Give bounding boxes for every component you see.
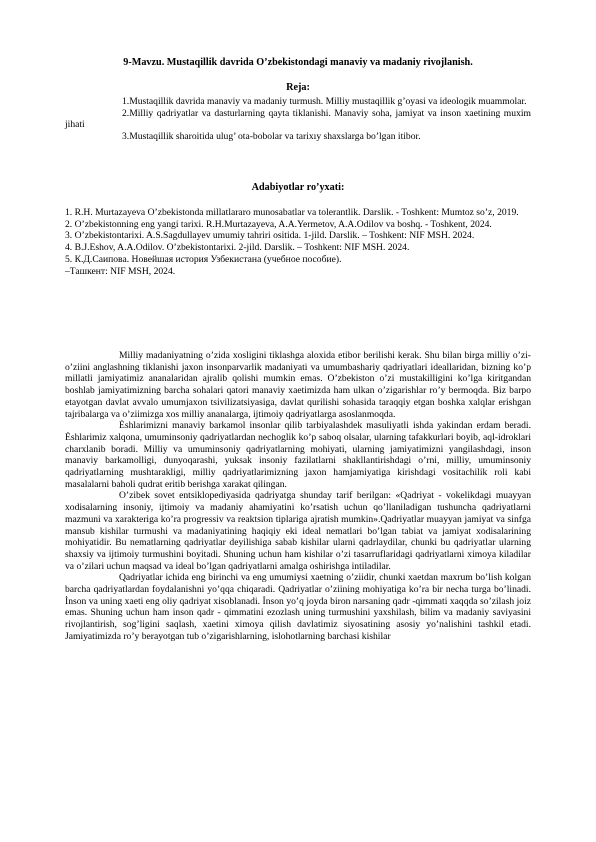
plan-list [65, 96, 531, 143]
plan-heading: Reja: [286, 82, 310, 93]
literature-item: 3. O’zbekistontarixi. A.S.Sagdullayev umumiy tahriri ositida. 1-jild. Darslik. – Toshkent: NIF MSH. 2024. [65, 230, 475, 242]
body-paragraph: Ėshlarimizni manaviy barkamol insonlar qilib tarbiyalashdek masuliyatli ishda yakindan erdam beradi. Ėshlarimiz xalqona, umuminsoniy qadriyatlardan nechoglik ko’p saboq olsalar, ularning tafakkurlari boyib, aql-idroklari charxlanib boradi. Milliy va umuminsoniy qadriyatlarning mohiyati, ularning jamiyatimizni yangilashdagi, inson manaviy barkamolligi, dunyoqarashi, yuksak insoniy fazilatlarni shakllantirishdagi o’rni, milliy, umuminsoniy qadriyatlarning mushtarakligi, milliy qadriyatlarimizning jaxon hamjamiyatiga kirishdagi vositachilik roli kabi masalalarni baholi qudrat eritib berishga xarakat qilingan. [65, 420, 531, 490]
literature-heading: Adabiyotlar ro’yxati: [251, 182, 345, 193]
plan-item: 1.Mustaqillik davrida manaviy va madaniy turmush. Milliy mustaqillik g’oyasi va ideologik muammolar. [122, 96, 527, 107]
body-text [65, 350, 531, 643]
body-paragraph: O’zibek sovet entsiklopediyasida qadriyatga shunday tarif berilgan: «Qadriyat - vokelikdagi muayyan xodisalarning insoniy, ijtimoiy va madaniy ahamiyatini ko’rsatish uchun qo’llaniladigan tushuncha qadriyatlarni mazmuni va xarakteriga ko’ra progressiv va reaktsion tiplariga ajratish mumkin».Qadriyatlar muayyan jamiyat va sinfga mansub kishilar turmushi va madaniyatining haqiqiy eki ideal nematlari bo’lgan tabiat va jamiyat xodisalarining mohiyatidir. Bu nematlarning qadriyatlar deyilishiga sabab kishilar ularni qadrlaydilar, chunki bu qadriyatlar ularning shaxsiy va ijtimoiy turmushini boyitadi. Shuning uchun ham kishilar o’zi tasarruflaridagi qadriyatlarni ximoya kiladilar va o’zilari uchun maqsad va ideal bo’lgan qadriyatlarni amalga oshirishga intiladilar. [65, 490, 531, 572]
literature-list [65, 207, 531, 277]
literature-item: –Ташкент: NIF MSH, 2024. [65, 265, 176, 277]
literature-item: 4. B.J.Eshov, A.A.Odilov. O’zbekistontarixi. 2-jild. Darslik. – Toshkent: NIF MSH. 2024. [65, 242, 410, 254]
plan-item: 2.Milliy qadriyatlar va dasturlarning qayta tiklanishi. Manaviy soha, jamiyat va inson xaetining muxim jihati [65, 107, 531, 131]
body-paragraph: Qadriyatlar ichida eng birinchi va eng umumiysi xaetning o’ziidir, chunki xaetdan maxrum bo’lish kolgan barcha qadriyatlardan foydalanishni yo’qqa chiqaradi. Qadriyatlar o’ziining mohiyatiga ko’ra bir necha turga bo’linadi. İnson va uning xaeti eng oliy qadriyat xisoblanadi. İnson yo’q joyda biron narsaning qadr -qimmati xaqqda so’zilash joiz emas. Shuning uchun ham inson qadr - qimmatini ezozlash uning turmushini yaxshilash, bilim va madaniy saviyasini rivojlantirish, sog’ligini saqlash, xaetini ximoya qilish davlatimiz siyosatining asosiy yo’nalishini tashkil etadi. Jamiyatimizda ro’y berayotgan tub o’zigarishlarning, islohotlarning barchasi kishilar [65, 572, 531, 642]
plan-item: 3.Mustaqillik sharoitida ulug’ ota-bobolar va tarixıy shaxslarga bo’lgan itibor. [122, 131, 421, 143]
document-title: 9-Mavzu. Mustaqillik davrida O’zbekistondagi manaviy va madaniy rivojlanish. [123, 57, 473, 68]
literature-item: 1. R.H. Murtazayeva O’zbekistonda millatlararo munosabatlar va tolerantlik. Darslik. - Toshkent: Mumtoz so’z, 2019. [65, 207, 519, 218]
literature-item: 2. O’zbekistonning eng yangi tarixi. R.H.Murtazayeva, A.A.Yermetov, A.A.Odilov va boshq. - Toshkent, 2024. [65, 218, 492, 230]
literature-item: 5. К.Д.Саипова. Новейшая история Узбекистана (учебное пособие). [65, 253, 342, 265]
body-paragraph: Milliy madaniyatning o’zida xosligini tiklashga aloxida etibor berilishi kerak. Shu bilan birga milliy o’zi-o’ziini anglashning tiklanishi jaxon insonparvarlik madaniyati va umumbashariy qadriyatlari ideallaridan, bizning ko’p millatli jamiyatimiz ananalaridan ajralib qolishi mumkin emas. O’zbekiston o’zi mustakilligini ko’lga kiritgandan boshlab jamiyatimizning barcha sohalari qatori manaviy xaetimizda ham ulkan o’zigarishlar ro’y bermoqda. Biz barpo etayotgan davlat avvalo umumjaxon tsivilizatsiyasiga, davlat qurilishi sohasida taraqqiy etgan boshka xalqlar erishgan tajribalarga va o’ziimizga xos milliy ananalarga, ijtimoiy qadriyatlarga asoslanmoqda. [65, 350, 531, 420]
